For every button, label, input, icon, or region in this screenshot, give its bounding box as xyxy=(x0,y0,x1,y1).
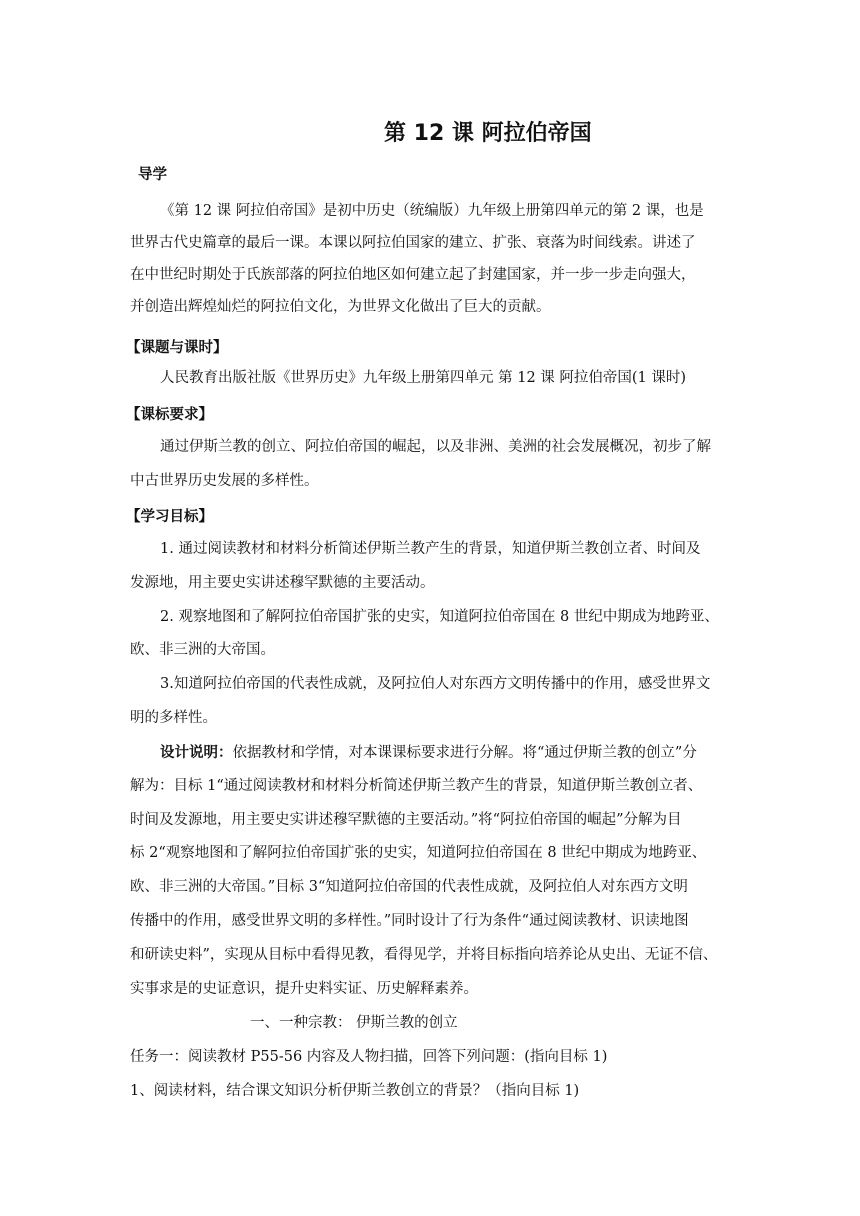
page-title: 第 12 课 阿拉伯帝国 xyxy=(384,121,592,146)
design-line: 实事求是的史证意识，提升史料实证、历史解释素养。 xyxy=(130,981,478,997)
task-line: 任务一：阅读教材 P55-56 内容及人物扫描，回答下列问题：(指向目标 1) xyxy=(130,1049,608,1065)
design-label: 设计说明： xyxy=(160,744,233,761)
standard-heading: 【课标要求】 xyxy=(126,407,213,423)
guide-line: 并创造出辉煌灿烂的阿拉伯文化，为世界文化做出了巨大的贡献。 xyxy=(130,299,551,315)
guide-line: 在中世纪时期处于氏族部落的阿拉伯地区如何建立起了封建国家，并一步一步走向强大， xyxy=(130,267,696,283)
design-text: 依据教材和学情，对本课课标要求进行分解。将“通过伊斯兰教的创立”分 xyxy=(232,745,697,761)
goal-line: 3.知道阿拉伯帝国的代表性成就，及阿拉伯人对东西方文明传播中的作用，感受世界文 xyxy=(160,676,711,692)
standard-line: 通过伊斯兰教的创立、阿拉伯帝国的崛起，以及非洲、美洲的社会发展概况，初步了解 xyxy=(160,439,711,455)
goal-line: 发源地，用主要史实讲述穆罕默德的主要活动。 xyxy=(130,575,435,591)
design-line: 和研读史料”，实现从目标中看得见教，看得见学，并将目标指向培养论从史出、无证不信、 xyxy=(130,947,718,963)
design-line: 时间及发源地，用主要史实讲述穆罕默德的主要活动。”将“阿拉伯帝国的崛起”分解为目 xyxy=(130,812,682,828)
goals-heading: 【学习目标】 xyxy=(126,509,213,525)
guide-heading: 导学 xyxy=(138,167,167,183)
topic-heading: 【课题与课时】 xyxy=(126,340,228,356)
goal-line: 欧、非三洲的大帝国。 xyxy=(130,642,275,658)
design-line: 解为：目标 1“通过阅读教材和材料分析简述伊斯兰教产生的背景，知道伊斯兰教创立者、 xyxy=(130,778,703,794)
goal-line: 1. 通过阅读教材和材料分析简述伊斯兰教产生的背景，知道伊斯兰教创立者、时间及 xyxy=(160,541,701,557)
section-heading: 一、一种宗教： 伊斯兰教的创立 xyxy=(250,1015,458,1031)
goal-line: 明的多样性。 xyxy=(130,710,217,726)
goal-line: 2. 观察地图和了解阿拉伯帝国扩张的史实，知道阿拉伯帝国在 8 世纪中期成为地跨亚、 xyxy=(160,609,719,625)
design-line: 传播中的作用，感受世界文明的多样性。”同时设计了行为条件“通过阅读教材、识读地图 xyxy=(130,913,689,929)
design-first-line xyxy=(160,742,697,764)
guide-line: 世界古代史篇章的最后一课。本课以阿拉伯国家的建立、扩张、衰落为时间线索。讲述了 xyxy=(130,235,696,251)
standard-line: 中古世界历史发展的多样性。 xyxy=(130,473,319,489)
question-line: 1、阅读材料，结合课文知识分析伊斯兰教创立的背景？（指向目标 1) xyxy=(130,1083,580,1099)
design-line: 标 2“观察地图和了解阿拉伯帝国扩张的史实，知道阿拉伯帝国在 8 世纪中期成为地跨亚、 xyxy=(130,845,707,861)
topic-line: 人民教育出版社版《世界历史》九年级上册第四单元 第 12 课 阿拉伯帝国(1 课时) xyxy=(160,370,687,386)
design-line: 欧、非三洲的大帝国。”目标 3“知道阿拉伯帝国的代表性成就，及阿拉伯人对东西方文明 xyxy=(130,879,688,895)
guide-line: 《第 12 课 阿拉伯帝国》是初中历史（统编版）九年级上册第四单元的第 2 课，也是 xyxy=(160,203,704,219)
